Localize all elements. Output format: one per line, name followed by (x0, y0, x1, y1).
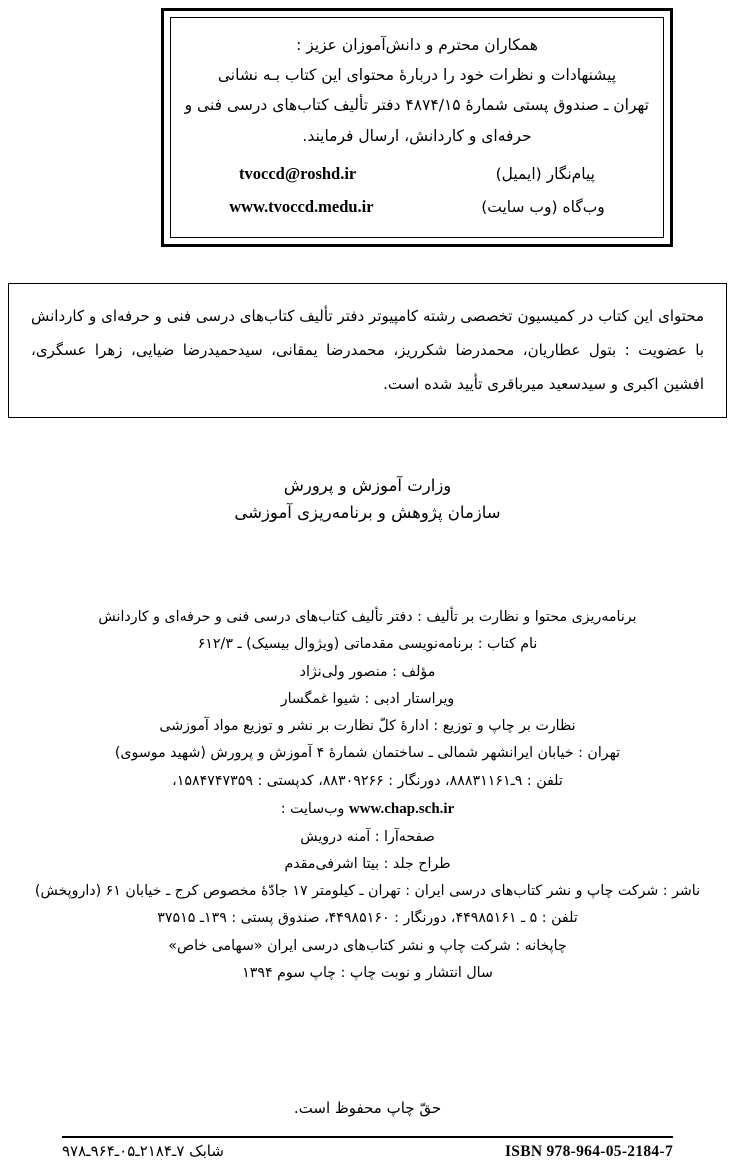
colophon-planning: برنامه‌ریزی محتوا و نظارت بر تألیف : دفتر تألیف کتاب‌های درسی فنی و حرفه‌ای و کاردانش (98, 609, 637, 625)
colophon-editor: ویراستار ادبی : شیوا غمگسار (280, 690, 455, 707)
colophon-author: مؤلف : منصور ولی‌نژاد (299, 663, 436, 680)
colophon-print-supervision: نظارت بر چاپ و توزیع : ادارهٔ کلّ نظارت بر نشر و توزیع مواد آموزشی (159, 718, 576, 735)
isbn-persian: شابک ۷ـ۲۱۸۴ـ۰۵ـ۹۶۴ـ۹۷۸ (62, 1142, 224, 1160)
website-label: وب‌گاه (وب سایت) (481, 197, 605, 216)
isbn-divider (62, 1136, 673, 1138)
copyright-notice: حقّ چاپ محفوظ است. (293, 1099, 442, 1117)
contact-row-website (185, 190, 649, 223)
contact-box (161, 8, 673, 247)
colophon-book-name: نام کتاب : برنامه‌نویسی مقدماتی (ویژوال بیسیک) ـ ۶۱۲/۳ (197, 636, 538, 653)
ministry-line-2: سازمان پژوهش و برنامه‌ریزی آموزشی (234, 503, 501, 523)
colophon-phone: تلفن : ۹ـ۸۸۸۳۱۱۶۱، دورنگار : ۸۸۳۰۹۲۶۶، کدپستی : ۱۵۸۴۷۴۷۳۵۹، (172, 772, 563, 789)
contact-rows (185, 157, 649, 223)
colophon-website-label: وب‌سایت : (280, 800, 345, 817)
contact-row-email (185, 157, 649, 190)
colophon (8, 604, 727, 987)
colophon-cover-designer: طراح جلد : بیتا اشرفی‌مقدم (284, 855, 451, 872)
colophon-edition: سال انتشار و نوبت چاپ : چاپ سوم ۱۳۹۴ (242, 964, 493, 981)
email-value[interactable]: tvoccd@roshd.ir (239, 163, 357, 183)
isbn-latin: ISBN 978-964-05-2184-7 (504, 1143, 673, 1160)
colophon-publisher: ناشر : شرکت چاپ و نشر کتاب‌های درسی ایران : تهران ـ کیلومتر ۱۷ جادّهٔ مخصوص کرج ـ خیابان ۶۱ (داروپخش) (34, 883, 701, 900)
colophon-publisher-phone: تلفن : ۵ ـ ۴۴۹۸۵۱۶۱، دورنگار : ۴۴۹۸۵۱۶۰، صندوق پستی : ۱۳۹ـ ۳۷۵۱۵ (157, 910, 578, 927)
email-label: پیام‌نگار (ایمیل) (495, 164, 595, 183)
contact-line-2: پیشنهادات و نظرات خود را دربارهٔ محتوای این کتاب بـه نشانی (217, 66, 617, 85)
approval-text: محتوای این کتاب در کمیسیون تخصصی رشته کامپیوتر دفتر تألیف کتاب‌های درسی فنی و حرفه‌ای و کاردانش با عضویت : بتول عطاریان، محمدرضا شکرریز، محمدرضا یمقانی، سیدحمیدرضا ضیایی، زهرا عسگری، افشین اکبری و سیدسعید میرباقری تأیید شده است. (31, 307, 704, 393)
contact-line-3: تهران ـ صندوق پستی شمارهٔ ۴۸۷۴/۱۵ دفتر تألیف کتاب‌های درسی فنی و (184, 96, 649, 115)
contact-line-1: همکاران محترم و دانش‌آموزان عزیز : (296, 36, 538, 54)
colophon-website-row (8, 795, 727, 824)
isbn-row (62, 1142, 673, 1161)
colophon-address: تهران : خیابان ایرانشهر شمالی ـ ساختمان شمارهٔ ۴ آموزش و پرورش (شهید موسوی) (114, 745, 621, 762)
contact-box-inner (170, 17, 664, 238)
colophon-layout: صفحه‌آرا : آمنه درویش (300, 828, 435, 845)
website-value[interactable]: www.tvoccd.medu.ir (229, 196, 374, 216)
ministry-heading (0, 472, 735, 526)
colophon-printing-house: چاپخانه : شرکت چاپ و نشر کتاب‌های درسی ایران «سهامی خاص» (168, 937, 567, 954)
contact-line-4: حرفه‌ای و کاردانش، ارسال فرمایند. (302, 126, 532, 145)
ministry-line-1: وزارت آموزش و پرورش (283, 476, 452, 495)
colophon-website-value[interactable]: www.chap.sch.ir (348, 800, 455, 817)
approval-box (8, 283, 727, 418)
